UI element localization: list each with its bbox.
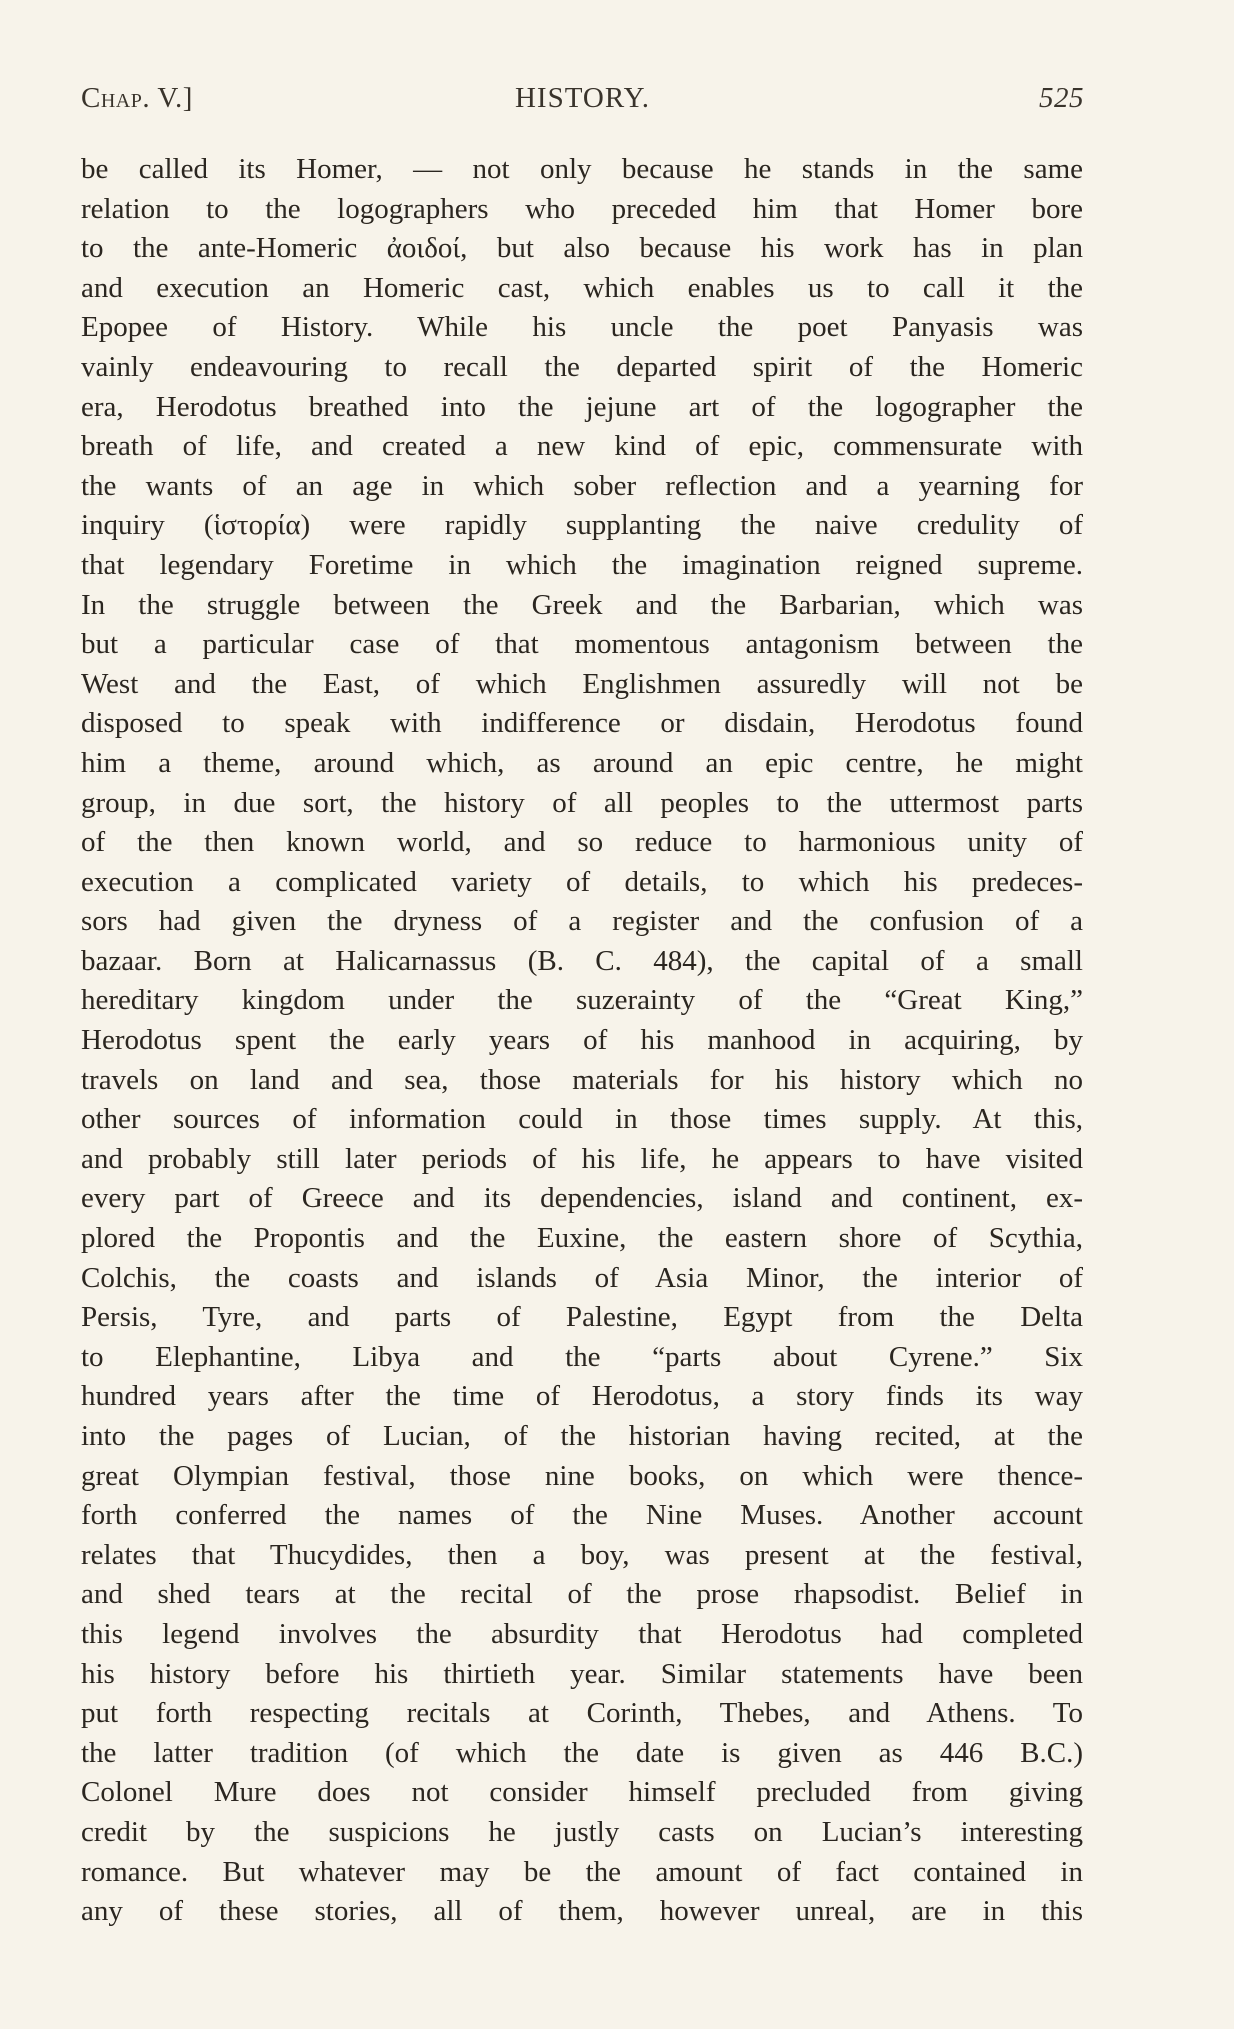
- text-line: breath of life, and created a new kind of epic, commensurate with: [81, 430, 1083, 463]
- text-line: the wants of an age in which sober reflection and a yearning for: [81, 469, 1083, 502]
- text-line: be called its Homer, — not only because he stands in the same: [81, 153, 1083, 185]
- running-head: [81, 82, 1084, 122]
- text-line: Colchis, the coasts and islands of Asia Minor, the interior of: [81, 1261, 1083, 1294]
- text-line: vainly endeavouring to recall the departed spirit of the Homeric: [81, 350, 1083, 383]
- text-line: romance. But whatever may be the amount of fact contained in: [81, 1855, 1083, 1888]
- text-line: of the then known world, and so reduce to harmonious unity of: [81, 826, 1083, 859]
- text-line: but a particular case of that momentous antagonism between the: [81, 628, 1083, 661]
- text-line: that legendary Foretime in which the imagination reigned supreme.: [81, 548, 1083, 581]
- text-line: sors had given the dryness of a register and the confusion of a: [81, 905, 1083, 938]
- text-line: Epopee of History. While his uncle the poet Panyasis was: [81, 311, 1083, 344]
- body-text: [81, 150, 1083, 1932]
- text-line: every part of Greece and its dependencies, island and continent, ex-: [81, 1182, 1083, 1215]
- text-line: Herodotus spent the early years of his manhood in acquiring, by: [81, 1024, 1083, 1057]
- text-line: hereditary kingdom under the suzerainty of the “Great King,”: [81, 984, 1083, 1017]
- text-line: any of these stories, all of them, however unreal, are in this: [81, 1895, 1083, 1928]
- text-line: credit by the suspicions he justly casts on Lucian’s interesting: [81, 1815, 1083, 1848]
- text-line: Colonel Mure does not consider himself precluded from giving: [81, 1776, 1083, 1809]
- text-line: into the pages of Lucian, of the historian having recited, at the: [81, 1420, 1083, 1452]
- text-line: travels on land and sea, those materials for his history which no: [81, 1063, 1083, 1096]
- text-line: execution a complicated variety of details, to which his predeces-: [81, 865, 1083, 898]
- text-line: and probably still later periods of his life, he appears to have visited: [81, 1142, 1083, 1175]
- text-line: relation to the logographers who preceded him that Homer bore: [81, 192, 1083, 225]
- text-line: to Elephantine, Libya and the “parts about Cyrene.” Six: [81, 1340, 1083, 1373]
- text-line: plored the Propontis and the Euxine, the eastern shore of Scythia,: [81, 1222, 1083, 1255]
- text-line: In the struggle between the Greek and the Barbarian, which was: [81, 588, 1083, 621]
- text-line: to the ante-Homeric ἀοιδοί, but also because his work has in plan: [81, 232, 1083, 265]
- text-line: and shed tears at the recital of the prose rhapsodist. Belief in: [81, 1578, 1083, 1611]
- text-line: group, in due sort, the history of all peoples to the uttermost parts: [81, 786, 1083, 819]
- text-line: this legend involves the absurdity that Herodotus had completed: [81, 1617, 1083, 1650]
- text-line: relates that Thucydides, then a boy, was present at the festival,: [81, 1538, 1083, 1571]
- text-line: forth conferred the names of the Nine Muses. Another account: [81, 1499, 1083, 1532]
- text-line: bazaar. Born at Halicarnassus (B. C. 484), the capital of a small: [81, 944, 1083, 977]
- text-line: other sources of information could in those times supply. At this,: [81, 1103, 1083, 1136]
- page-number: 525: [1039, 82, 1084, 114]
- text-line: him a theme, around which, as around an epic centre, he might: [81, 746, 1083, 779]
- text-line: hundred years after the time of Herodotus, a story finds its way: [81, 1380, 1083, 1413]
- text-line: put forth respecting recitals at Corinth, Thebes, and Athens. To: [81, 1697, 1083, 1730]
- text-line: great Olympian festival, those nine books, on which were thence-: [81, 1459, 1083, 1492]
- text-line: disposed to speak with indifference or disdain, Herodotus found: [81, 707, 1083, 740]
- text-line: era, Herodotus breathed into the jejune art of the logographer the: [81, 390, 1083, 423]
- chapter-label: Chap. V.]: [81, 82, 193, 114]
- text-line: Persis, Tyre, and parts of Palestine, Egypt from the Delta: [81, 1301, 1083, 1334]
- text-line: the latter tradition (of which the date is given as 446 B.C.): [81, 1736, 1083, 1769]
- page-title: HISTORY.: [514, 82, 651, 114]
- text-line: his history before his thirtieth year. Similar statements have been: [81, 1657, 1083, 1690]
- text-line: and execution an Homeric cast, which enables us to call it the: [81, 271, 1083, 304]
- text-line: inquiry (ἱστορία) were rapidly supplanting the naive credulity of: [81, 509, 1083, 542]
- text-line: West and the East, of which Englishmen assuredly will not be: [81, 667, 1083, 700]
